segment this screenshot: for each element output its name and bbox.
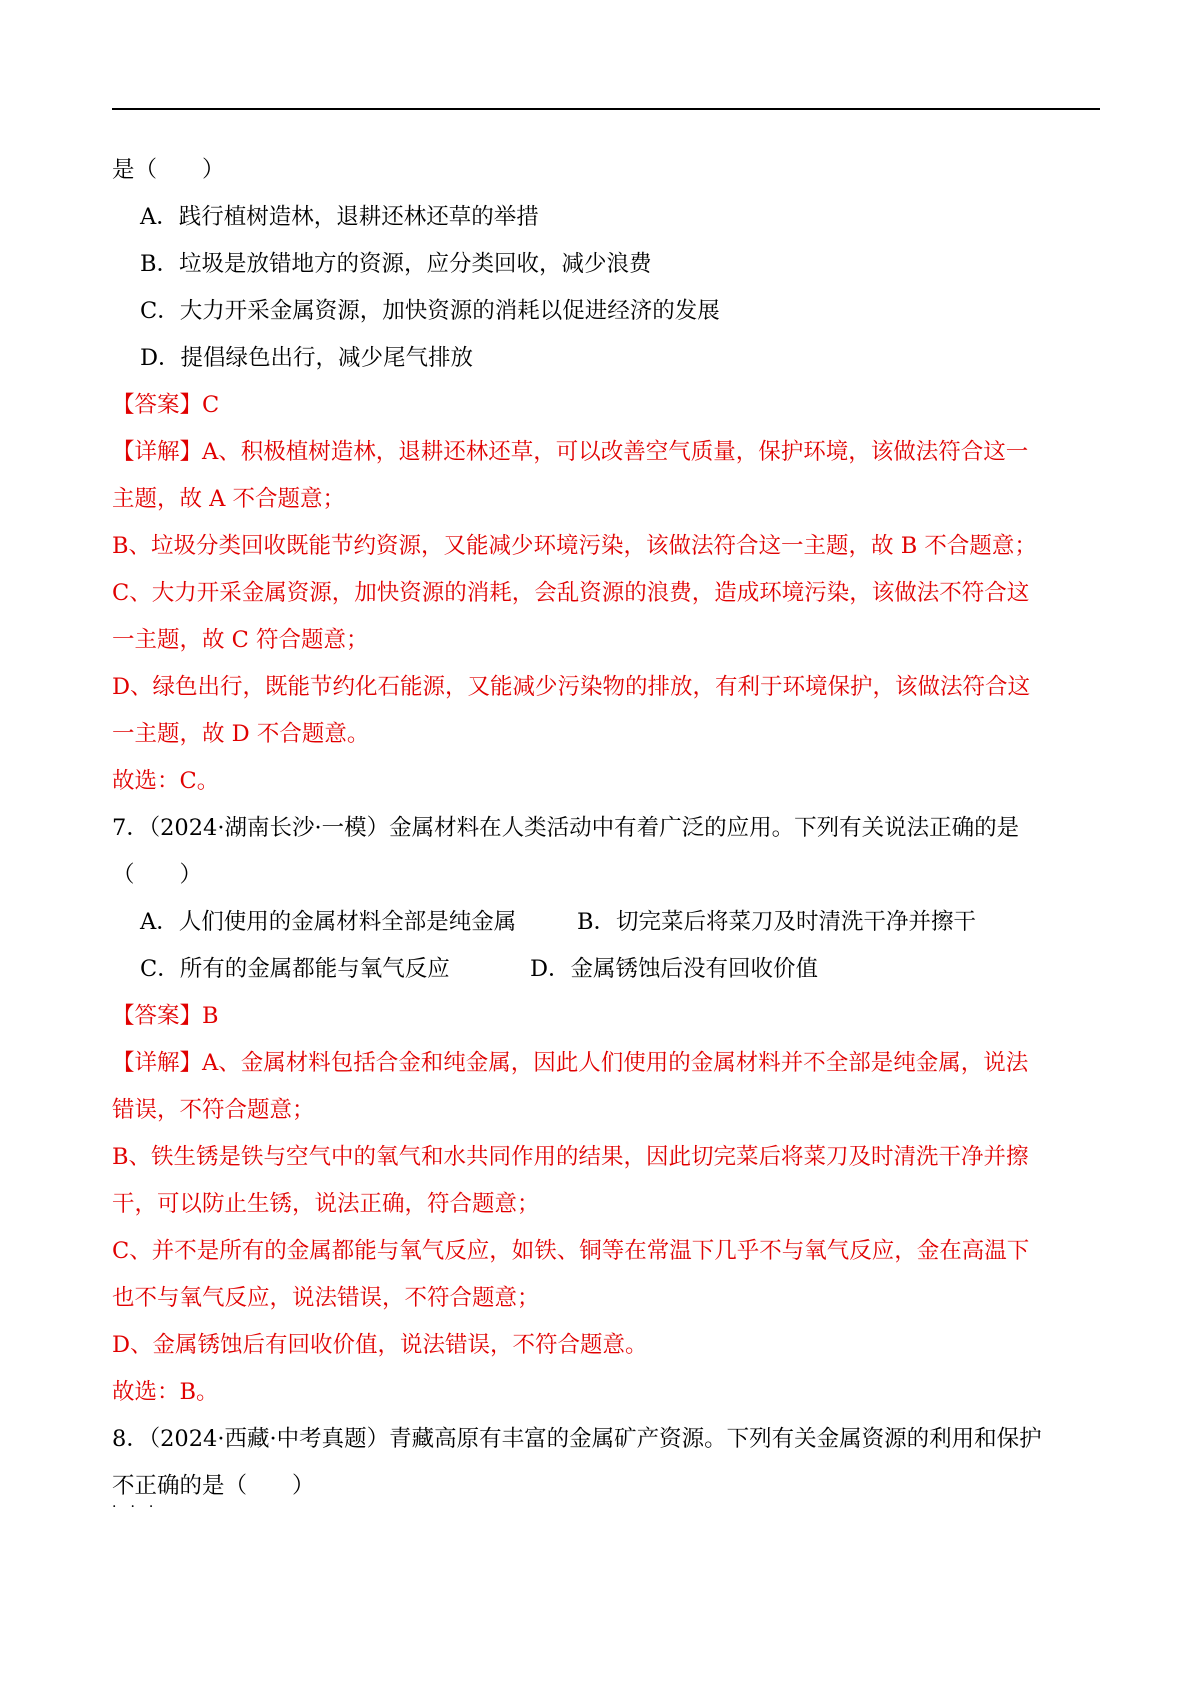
q7-option-b: B．切完菜后将菜刀及时清洗干净并擦干 — [577, 909, 977, 935]
answer-label: 【答案】 — [112, 392, 203, 418]
q7-detail-line: D、金属锈蚀后有回收价值，说法错误，不符合题意。 — [112, 1332, 648, 1358]
q7-answer — [112, 1001, 219, 1031]
q7-option-a: A．人们使用的金属材料全部是纯金属 — [140, 909, 517, 935]
q8-stem-line2: 不正确的是（ ） — [112, 1473, 315, 1499]
q6-detail-line: C、大力开采金属资源，加快资源的消耗，会乱资源的浪费，造成环境污染，该做法不符合这 — [112, 580, 1030, 606]
q6-detail-line: 主题，故 A 不合题意； — [112, 486, 346, 512]
detail-label: 【详解】 — [112, 1050, 203, 1076]
q7-detail-line: C、并不是所有的金属都能与氧气反应，如铁、铜等在常温下几乎不与氧气反应，金在高温下 — [112, 1238, 1030, 1264]
q6-stem-tail: 是（ ） — [112, 157, 225, 183]
q7-stem: 7．（2024·湖南长沙·一模）金属材料在人类活动中有着广泛的应用。下列有关说法正确的是 — [112, 815, 1020, 841]
q6-detail-line: 一主题，故 C 符合题意； — [112, 627, 369, 653]
detail-label: 【详解】 — [112, 439, 203, 465]
q6-choice: 故选：C。 — [112, 768, 220, 794]
q6-detail-line: B、垃圾分类回收既能节约资源，又能减少环境污染，该做法符合这一主题，故 B 不合题意； — [112, 533, 1037, 559]
q7-option-d: D．金属锈蚀后没有回收价值 — [530, 956, 819, 982]
q7-detail-line: 错误，不符合题意； — [112, 1097, 315, 1123]
q7-choice: 故选：B。 — [112, 1379, 219, 1405]
q6-detail-line — [112, 437, 1028, 467]
answer-value: C — [202, 392, 220, 418]
q7-stem-bracket: （ ） — [112, 862, 203, 888]
answer-value: B — [202, 1003, 219, 1029]
q6-option-c: C．大力开采金属资源，加快资源的消耗以促进经济的发展 — [140, 298, 720, 324]
q6-option-d: D．提倡绿色出行，减少尾气排放 — [140, 345, 474, 371]
q8-stem: 8．（2024·西藏·中考真题）青藏高原有丰富的金属矿产资源。下列有关金属资源的利用和保护 — [112, 1426, 1042, 1452]
q7-detail-line: 也不与氧气反应，说法错误，不符合题意； — [112, 1285, 540, 1311]
q6-detail-line: D、绿色出行，既能节约化石能源，又能减少污染物的排放，有利于环境保护，该做法符合这 — [112, 674, 1031, 700]
detail-text: A、金属材料包括合金和纯金属，因此人们使用的金属材料并不全部是纯金属，说法 — [202, 1050, 1029, 1076]
emphasis-dots: ··· — [112, 1499, 168, 1515]
q7-detail-line — [112, 1048, 1028, 1078]
q7-detail-line: B、铁生锈是铁与空气中的氧气和水共同作用的结果，因此切完菜后将菜刀及时清洗干净并擦 — [112, 1144, 1029, 1170]
q6-option-b: B．垃圾是放错地方的资源，应分类回收，减少浪费 — [140, 251, 652, 277]
q6-option-a: A．践行植树造林，退耕还林还草的举措 — [140, 204, 539, 230]
q7-detail-line: 干，可以防止生锈，说法正确，符合题意； — [112, 1191, 540, 1217]
q6-detail-line: 一主题，故 D 不合题意。 — [112, 721, 370, 747]
q6-answer — [112, 390, 219, 420]
header-rule — [112, 108, 1100, 110]
q7-option-c: C．所有的金属都能与氧气反应 — [140, 956, 450, 982]
detail-text: A、积极植树造林，退耕还林还草，可以改善空气质量，保护环境，该做法符合这一 — [202, 439, 1029, 465]
answer-label: 【答案】 — [112, 1003, 203, 1029]
